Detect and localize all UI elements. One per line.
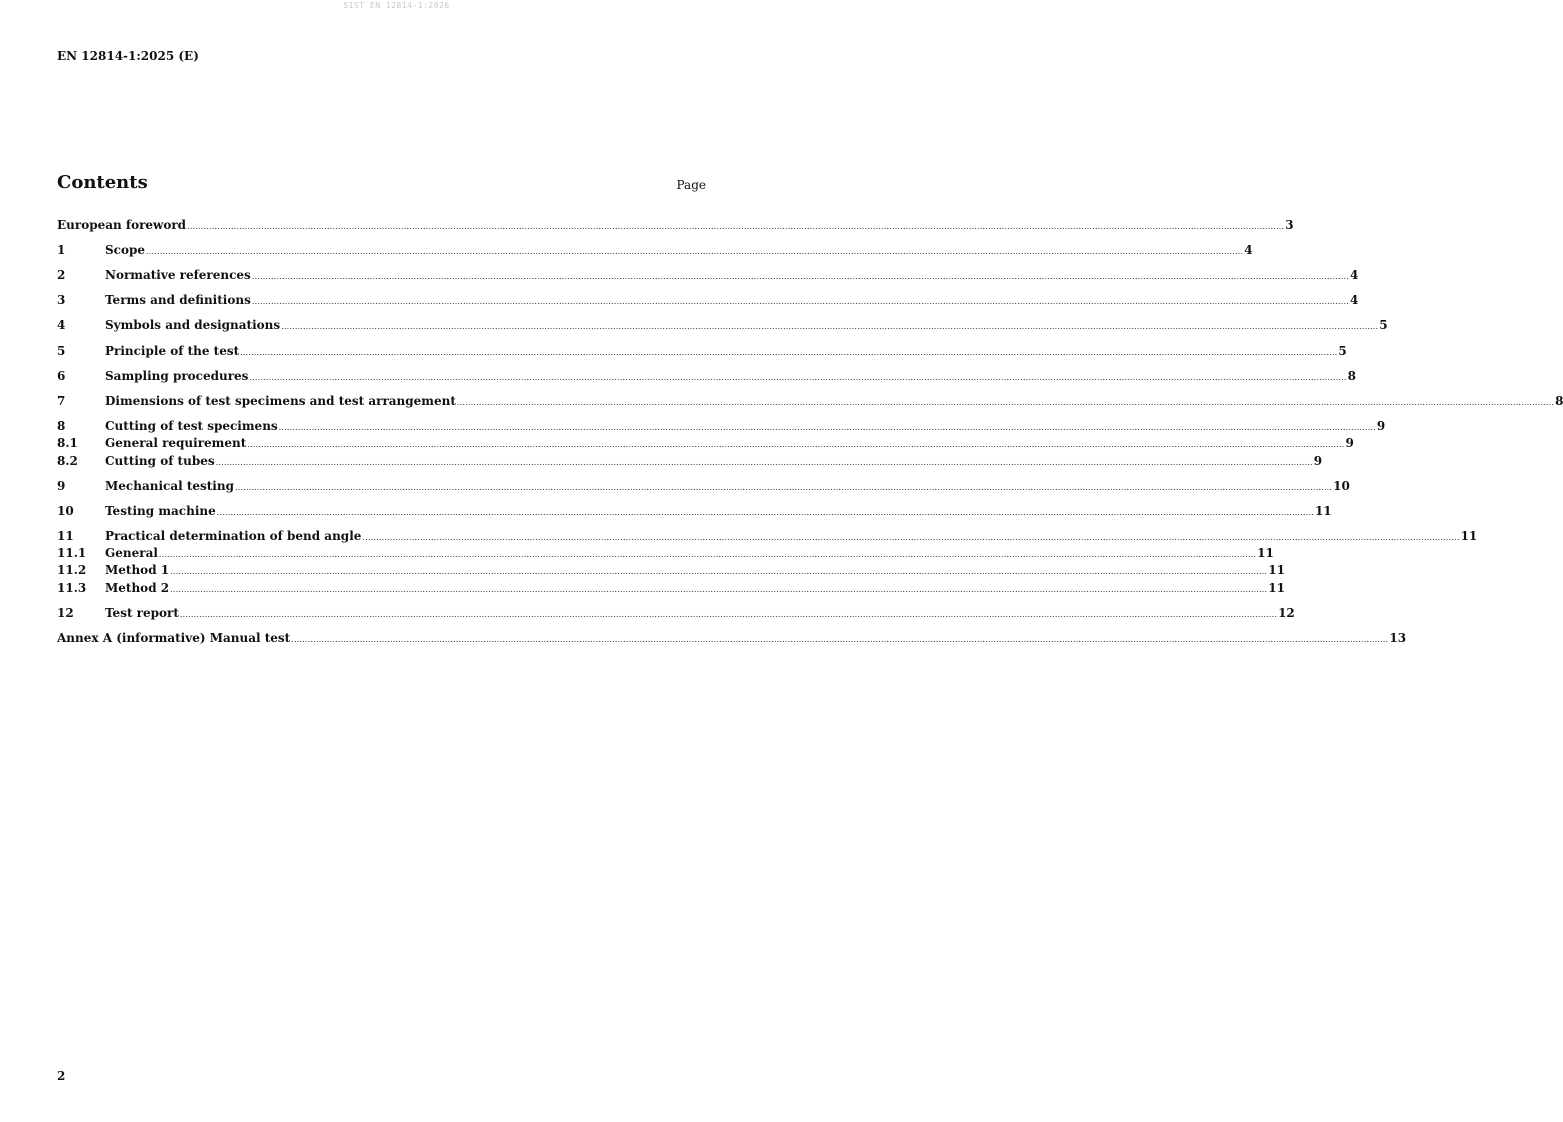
toc-dot-leader: ................................................................................................................................................................................................................................................................................................................................................................................................................ <box>291 635 1389 644</box>
toc-entry[interactable] <box>57 630 1407 646</box>
page-number: 2 <box>57 1069 66 1083</box>
toc-dot-leader: ................................................................................................................................................................................................................................................................................................................................................................................................................ <box>281 322 1379 331</box>
toc-entry[interactable] <box>57 562 1285 578</box>
toc-entry-page: 12 <box>1278 606 1295 620</box>
toc-entry-title: Dimensions of test specimens and test arrangement <box>105 394 456 408</box>
toc-dot-leader: ................................................................................................................................................................................................................................................................................................................................................................................................................ <box>215 458 1313 467</box>
toc-entry-title: Symbols and designations <box>105 318 281 332</box>
toc-entry-page: 11 <box>1268 581 1285 595</box>
toc-entry[interactable] <box>57 503 1332 519</box>
toc-entry-title: Mechanical testing <box>105 479 234 493</box>
toc-entry-title: Method 2 <box>105 581 170 595</box>
toc-dot-leader: ................................................................................................................................................................................................................................................................................................................................................................................................................ <box>170 567 1268 576</box>
document-id-header: EN 12814-1:2025 (E) <box>57 49 199 63</box>
toc-entry-page: 11 <box>1257 546 1274 560</box>
toc-entry-page: 11 <box>1314 504 1332 518</box>
toc-entry[interactable] <box>57 393 1563 409</box>
toc-heading-row <box>57 172 706 196</box>
toc-entry-page: 11 <box>1268 563 1285 577</box>
toc-entry-page: 4 <box>1350 293 1359 307</box>
toc-entry-page: 8 <box>1555 394 1563 408</box>
toc-entry-page: 4 <box>1244 243 1253 257</box>
toc-entry-page: 9 <box>1376 419 1386 433</box>
toc-entry[interactable] <box>57 292 1359 308</box>
toc-entry[interactable] <box>57 545 1274 561</box>
toc-entry[interactable] <box>57 605 1295 621</box>
toc-entry-title: Scope <box>105 243 146 257</box>
toc-entry[interactable] <box>57 317 1388 333</box>
toc-entry-title: Cutting of test specimens <box>105 419 278 433</box>
toc-entry[interactable] <box>57 453 1323 469</box>
toc-entry-number: 11.1 <box>57 546 87 560</box>
toc-dot-leader: ................................................................................................................................................................................................................................................................................................................................................................................................................ <box>278 423 1376 432</box>
toc-entry-page: 5 <box>1338 344 1347 358</box>
toc-entry[interactable] <box>57 478 1350 494</box>
toc-entry-title: Annex A (informative) Manual test <box>57 631 291 645</box>
toc-dot-leader: ................................................................................................................................................................................................................................................................................................................................................................................................................ <box>249 373 1347 382</box>
toc-entry-number: 10 <box>57 504 74 518</box>
toc-entry-title: Sampling procedures <box>105 369 249 383</box>
toc-entry-title: Normative references <box>105 268 251 282</box>
toc-entry[interactable] <box>57 580 1285 596</box>
toc-entry[interactable] <box>57 242 1253 258</box>
toc-entry-page: 10 <box>1333 479 1350 493</box>
toc-entry-number: 6 <box>57 369 66 383</box>
toc-entry[interactable] <box>57 418 1386 434</box>
toc-page-column-label: Page <box>676 178 706 192</box>
toc-entry-title: General requirement <box>105 436 247 450</box>
toc-dot-leader: ................................................................................................................................................................................................................................................................................................................................................................................................................ <box>362 533 1460 542</box>
toc-dot-leader: ................................................................................................................................................................................................................................................................................................................................................................................................................ <box>146 247 1244 256</box>
toc-entry-title: Practical determination of bend angle <box>105 529 362 543</box>
toc-dot-leader: ................................................................................................................................................................................................................................................................................................................................................................................................................ <box>170 585 1268 594</box>
toc-dot-leader: ................................................................................................................................................................................................................................................................................................................................................................................................................ <box>456 398 1555 407</box>
toc-entry-title: Testing machine <box>105 504 216 518</box>
toc-entry-number: 7 <box>57 394 66 408</box>
toc-title: Contents <box>57 172 148 193</box>
toc-entry-page: 8 <box>1347 369 1356 383</box>
toc-dot-leader: ................................................................................................................................................................................................................................................................................................................................................................................................................ <box>234 483 1333 492</box>
toc-entry-page: 13 <box>1389 631 1407 645</box>
toc-dot-leader: ................................................................................................................................................................................................................................................................................................................................................................................................................ <box>240 348 1338 357</box>
toc-dot-leader: ................................................................................................................................................................................................................................................................................................................................................................................................................ <box>158 550 1257 559</box>
toc-entry[interactable] <box>57 528 1478 544</box>
toc-entry-number: 12 <box>57 606 74 620</box>
toc-entry[interactable] <box>57 368 1356 384</box>
toc-entry[interactable] <box>57 267 1359 283</box>
toc-entry-number: 11.2 <box>57 563 87 577</box>
toc-entry-title: General <box>105 546 158 560</box>
toc-entry-page: 11 <box>1460 529 1478 543</box>
toc-dot-leader: ................................................................................................................................................................................................................................................................................................................................................................................................................ <box>179 610 1278 619</box>
toc-entry-page: 9 <box>1345 436 1354 450</box>
toc-entry-number: 1 <box>57 243 66 257</box>
toc-entry-number: 3 <box>57 293 66 307</box>
toc-entry-number: 11.3 <box>57 581 87 595</box>
toc-dot-leader: ................................................................................................................................................................................................................................................................................................................................................................................................................ <box>216 508 1314 517</box>
toc-entry-number: 5 <box>57 344 66 358</box>
toc-entry-title: Terms and definitions <box>105 293 251 307</box>
toc-dot-leader: ................................................................................................................................................................................................................................................................................................................................................................................................................ <box>247 440 1345 449</box>
toc-dot-leader: ................................................................................................................................................................................................................................................................................................................................................................................................................ <box>251 297 1350 306</box>
toc-entry-title: Cutting of tubes <box>105 454 215 468</box>
toc-entry-number: 8.2 <box>57 454 78 468</box>
toc-dot-leader: ................................................................................................................................................................................................................................................................................................................................................................................................................ <box>251 272 1349 281</box>
toc-entry[interactable] <box>57 217 1294 233</box>
toc-entry-page: 3 <box>1285 218 1294 232</box>
toc-entry-number: 11 <box>57 529 74 543</box>
toc-entry-number: 2 <box>57 268 66 282</box>
toc-entry-number: 8 <box>57 419 66 433</box>
toc-entry-title: Principle of the test <box>105 344 240 358</box>
toc-entry[interactable] <box>57 343 1347 359</box>
toc-dot-leader: ................................................................................................................................................................................................................................................................................................................................................................................................................ <box>187 222 1285 231</box>
toc-entry-number: 9 <box>57 479 66 493</box>
toc-entry-number: 8.1 <box>57 436 78 450</box>
watermark: SIST EN 12814-1:2026 <box>343 1 450 10</box>
toc-entry-number: 4 <box>57 318 66 332</box>
toc-entry-page: 5 <box>1379 318 1388 332</box>
toc-entry-page: 4 <box>1349 268 1359 282</box>
toc-entry-title: European foreword <box>57 218 187 232</box>
toc-entry-title: Test report <box>105 606 179 620</box>
toc-entry[interactable] <box>57 435 1354 451</box>
toc-entry-page: 9 <box>1313 454 1323 468</box>
toc-entry-title: Method 1 <box>105 563 170 577</box>
